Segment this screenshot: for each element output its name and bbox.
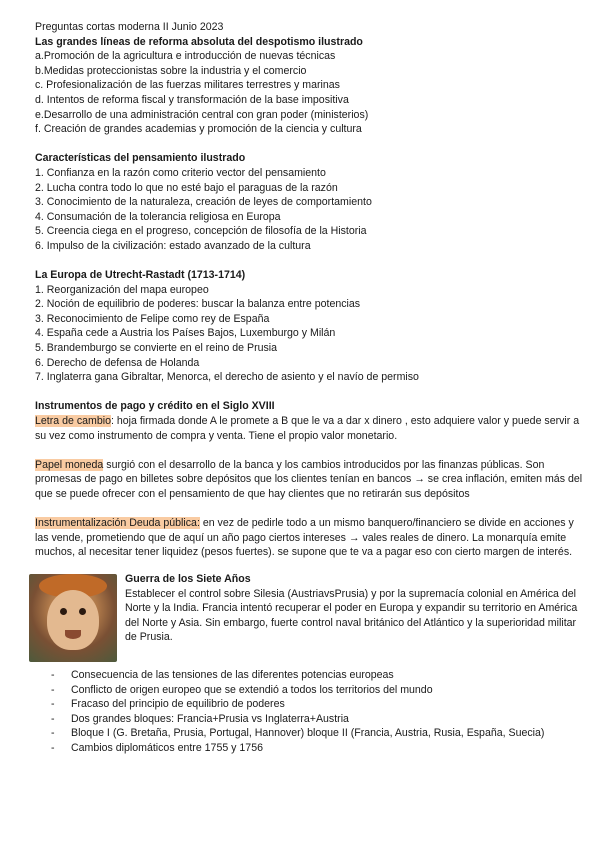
section1-title: Las grandes líneas de reforma absoluta del despotismo ilustrado bbox=[35, 35, 363, 48]
list-item: - Cambios diplomáticos entre 1755 y 1756 bbox=[51, 741, 263, 754]
list-item: 5. Creencia ciega en el progreso, concepción de filosofía de la Historia bbox=[35, 225, 367, 238]
list-item: 3. Conocimiento de la naturaleza, creación de leyes de comportamiento bbox=[35, 196, 372, 209]
section2-title: Características del pensamiento ilustrado bbox=[35, 152, 246, 165]
list-item: e.Desarrollo de una administración central con gran poder (ministerios) bbox=[35, 108, 369, 121]
section4-title: Instrumentos de pago y crédito en el Siglo XVIII bbox=[35, 400, 275, 413]
highlighted-term: Instrumentalización Deuda pública: bbox=[35, 517, 200, 530]
list-item: 6. Derecho de defensa de Holanda bbox=[35, 356, 200, 369]
list-item: - Bloque I (G. Bretaña, Prusia, Portugal, Hannover) bloque II (Francia, Austria, Rusia, España, Suecia) bbox=[51, 727, 545, 740]
bullet-dash: - bbox=[51, 727, 55, 740]
list-item: 4. España cede a Austria los Países Bajos, Luxemburgo y Milán bbox=[35, 327, 336, 340]
paragraph-deuda-publica bbox=[35, 516, 583, 560]
highlighted-term: Papel moneda bbox=[35, 458, 104, 471]
list-item: 3. Reconocimiento de Felipe como rey de España bbox=[35, 312, 270, 325]
orangutan-photo bbox=[29, 574, 117, 662]
list-item: 1. Confianza en la razón como criterio vector del pensamiento bbox=[35, 166, 326, 179]
list-item: 7. Inglaterra gana Gibraltar, Menorca, el derecho de asiento y el navío de permiso bbox=[35, 371, 419, 384]
section5-title: Guerra de los Siete Años bbox=[125, 572, 251, 585]
bullet-dash: - bbox=[51, 698, 55, 711]
list-item: 5. Brandemburgo se convierte en el reino de Prusia bbox=[35, 342, 278, 355]
list-item: - Dos grandes bloques: Francia+Prusia vs Inglaterra+Austria bbox=[51, 712, 349, 725]
section3-title: La Europa de Utrecht-Rastadt (1713-1714) bbox=[35, 269, 246, 282]
document-header: Preguntas cortas moderna II Junio 2023 bbox=[35, 21, 224, 33]
section3-list bbox=[35, 283, 583, 385]
list-item: d. Intentos de reforma fiscal y transformación de la base impositiva bbox=[35, 93, 349, 106]
list-item: 2. Noción de equilibrio de poderes: buscar la balanza entre potencias bbox=[35, 298, 361, 311]
seven-years-war-section bbox=[35, 572, 583, 664]
list-item: b.Medidas proteccionistas sobre la industria y el comercio bbox=[35, 64, 307, 77]
bullet-dash: - bbox=[51, 741, 55, 754]
section1-list bbox=[35, 49, 583, 137]
section5-paragraph: Establecer el control sobre Silesia (AustriavsPrusia) y por la supremacía colonial en América del Norte y la India. Francia intentó recuperar el poder en Europa y expandir su territorio en América del Norte y Asia. Sin embargo, fuerte control naval británico del Atlántico y la superioridad militar de Prusia. bbox=[125, 587, 578, 644]
list-item: 4. Consumación de la tolerancia religiosa en Europa bbox=[35, 210, 281, 223]
section2-list bbox=[35, 166, 583, 254]
bullet-dash: - bbox=[51, 712, 55, 725]
bullet-dash: - bbox=[51, 683, 55, 696]
paragraph-text: : hoja firmada donde A le promete a B que le va a dar x dinero , esto adquiere valor y puede servir a su vez como instrumento de compra y venta. Tiene el propio valor monetario. bbox=[35, 415, 580, 442]
paragraph-text: surgió con el desarrollo de la banca y los cambios introducidos por las finanzas públicas. Son promesas de pago en billetes sobre depósitos que los clientes tenían en bancos → se crea inflación, emiten más del que se puede ofrecer con el pensamiento de que hay clientes que no retirarán sus depósitos bbox=[35, 458, 583, 500]
list-item: - Fracaso del principio de equilibrio de poderes bbox=[51, 698, 285, 711]
list-item: c. Profesionalización de las fuerzas militares terrestres y marinas bbox=[35, 79, 340, 92]
bullet-dash: - bbox=[51, 668, 55, 681]
list-item: 6. Impulso de la civilización: estado avanzado de la cultura bbox=[35, 239, 311, 252]
paragraph-papel-moneda bbox=[35, 458, 583, 502]
highlighted-term: Letra de cambio bbox=[35, 415, 111, 428]
paragraph-letra-de-cambio bbox=[35, 414, 583, 443]
list-item: 2. Lucha contra todo lo que no esté bajo el paraguas de la razón bbox=[35, 181, 338, 194]
list-item: 1. Reorganización del mapa europeo bbox=[35, 283, 209, 296]
list-item: - Consecuencia de las tensiones de las diferentes potencias europeas bbox=[51, 668, 394, 681]
section5-bullet-list bbox=[35, 668, 583, 756]
list-item: - Conflicto de origen europeo que se extendió a todos los territorios del mundo bbox=[51, 683, 433, 696]
paragraph-text: en vez de pedirle todo a un mismo banquero/financiero se divide en acciones y las vende, prometiendo que de aquí un año pago ciertos intereses → vales reales de dinero. La monarquía emite muchos, al necesitar tener liquidez (pesos fuertes). se supone que te va a pagar eso con cierto margen de interés. bbox=[35, 517, 574, 559]
list-item: f. Creación de grandes academias y promoción de la ciencia y cultura bbox=[35, 123, 362, 136]
document-page bbox=[35, 20, 583, 756]
list-item: a.Promoción de la agricultura e introducción de nuevas técnicas bbox=[35, 50, 336, 63]
